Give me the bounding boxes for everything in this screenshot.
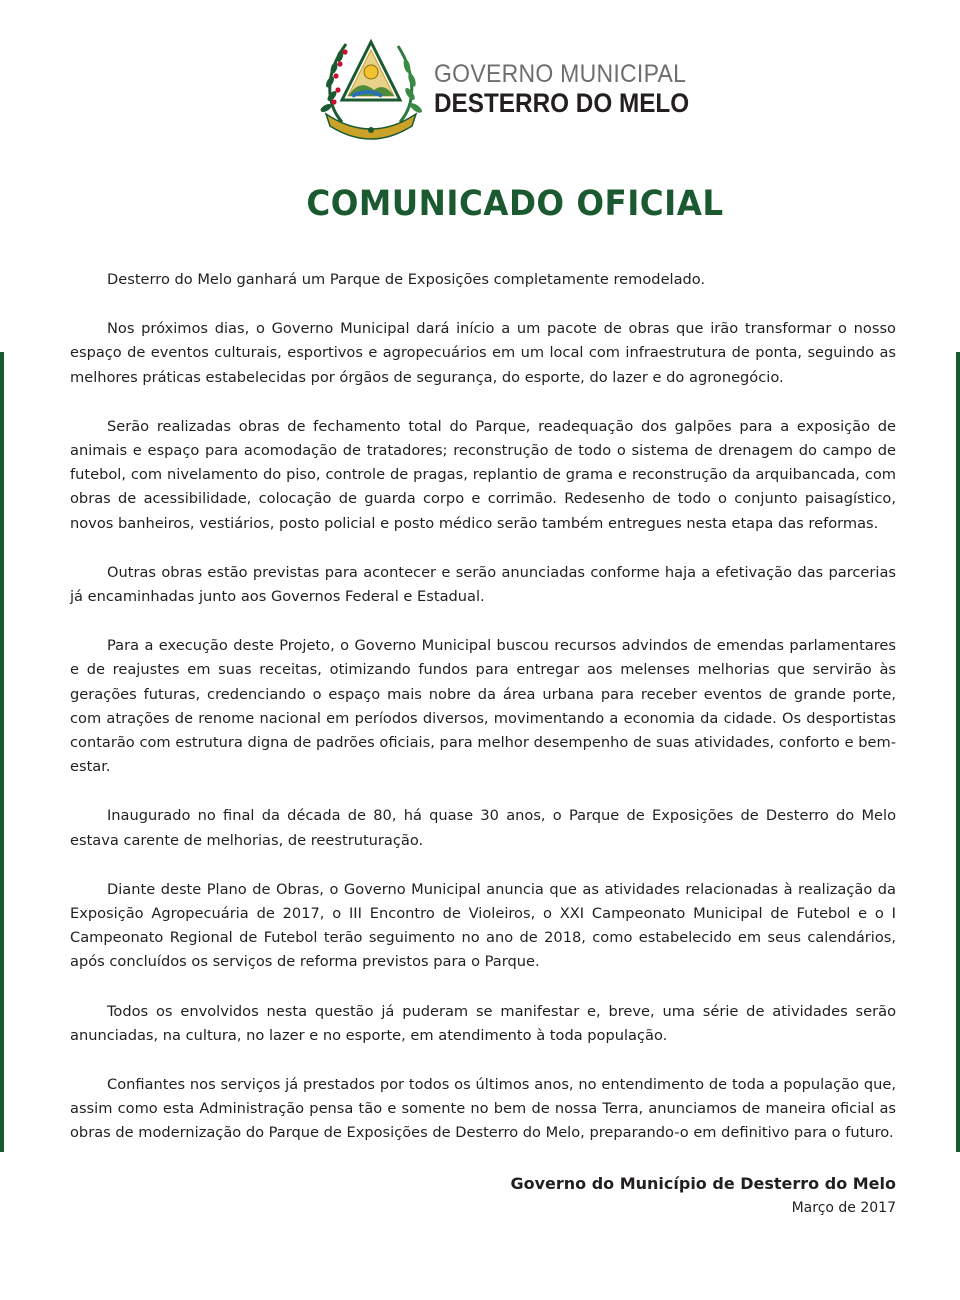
- right-border-bar: [956, 352, 960, 1152]
- letterhead: [312, 34, 718, 144]
- document-title: COMUNICADO OFICIAL: [306, 184, 724, 224]
- signature-block: [510, 1172, 896, 1220]
- paragraph: Desterro do Melo ganhará um Parque de Exposições completamente remodelado.: [107, 271, 706, 288]
- letterhead-line1: GOVERNO MUNICIPAL: [434, 60, 687, 88]
- paragraph: Nos próximos dias, o Governo Municipal dará início a um pacote de obras que irão transformar o nosso espaço de eventos culturais, esportivos e agropecuários em um local com infraestrutura de ponta, seguindo as melhores práticas estabelecidas por órgãos de segurança, do esporte, do lazer e do agronegócio.: [70, 320, 896, 386]
- letterhead-line2: DESTERRO DO MELO: [434, 88, 690, 118]
- paragraph: Serão realizadas obras de fechamento total do Parque, readequação dos galpões para a exposição de animais e espaço para acomodação de tratadores; reconstrução de todo o sistema de drenagem do campo de futebol, com nivelamento do piso, controle de pragas, replantio de grama e reconstrução da arquibancada, com obras de acessibilidade, colocação de guarda corpo e corrimão. Redesenho de todo o conjunto paisagístico, novos banheiros, vestiários, posto policial e posto médico serão também entregues nesta etapa das reformas.: [70, 417, 896, 532]
- document-body: [70, 268, 896, 1171]
- paragraph: Diante deste Plano de Obras, o Governo Municipal anuncia que as atividades relacionadas à realização da Exposição Agropecuária de 2017, o III Encontro de Violeiros, o XXI Campeonato Municipal de Futebol e o I Campeonato Regional de Futebol terão seguimento no ano de 2018, como estabelecido em seus calendários, após concluídos os serviços de reforma previstos para o Parque.: [70, 880, 896, 971]
- coat-of-arms-icon: [312, 34, 430, 144]
- left-border-bar: [0, 352, 4, 1152]
- paragraph: Para a execução deste Projeto, o Governo Municipal buscou recursos advindos de emendas parlamentares e de reajustes em suas receitas, otimizando fundos para entregar aos melenses melhorias que servirão às gerações futuras, credenciando o espaço mais nobre da área urbana para receber eventos de grande porte, com atrações de renome nacional em períodos diversos, movimentando a economia da cidade. Os desportistas contarão com estrutura digna de padrões oficiais, para melhor desempenho de suas atividades, conforto e bem-estar.: [70, 637, 896, 776]
- letterhead-text: [434, 60, 718, 118]
- signature-date: Março de 2017: [791, 1200, 896, 1216]
- paragraph: Confiantes nos serviços já prestados por todos os últimos anos, no entendimento de toda a população que, assim como esta Administração pensa tão e somente no bem de nossa Terra, anunciamos de maneira oficial as obras de modernização do Parque de Exposições de Desterro do Melo, preparando-o em definitivo para o futuro.: [70, 1076, 896, 1142]
- paragraph: Todos os envolvidos nesta questão já puderam se manifestar e, breve, uma série de atividades serão anunciadas, na cultura, no lazer e no esporte, em atendimento à toda população.: [70, 1002, 896, 1044]
- signature-name: Governo do Município de Desterro do Melo: [510, 1174, 896, 1193]
- paragraph: Outras obras estão previstas para acontecer e serão anunciadas conforme haja a efetivação das parcerias já encaminhadas junto aos Governos Federal e Estadual.: [70, 563, 896, 606]
- paragraph: Inaugurado no final da década de 80, há quase 30 anos, o Parque de Exposições de Desterro do Melo estava carente de melhorias, de reestruturação.: [70, 807, 896, 849]
